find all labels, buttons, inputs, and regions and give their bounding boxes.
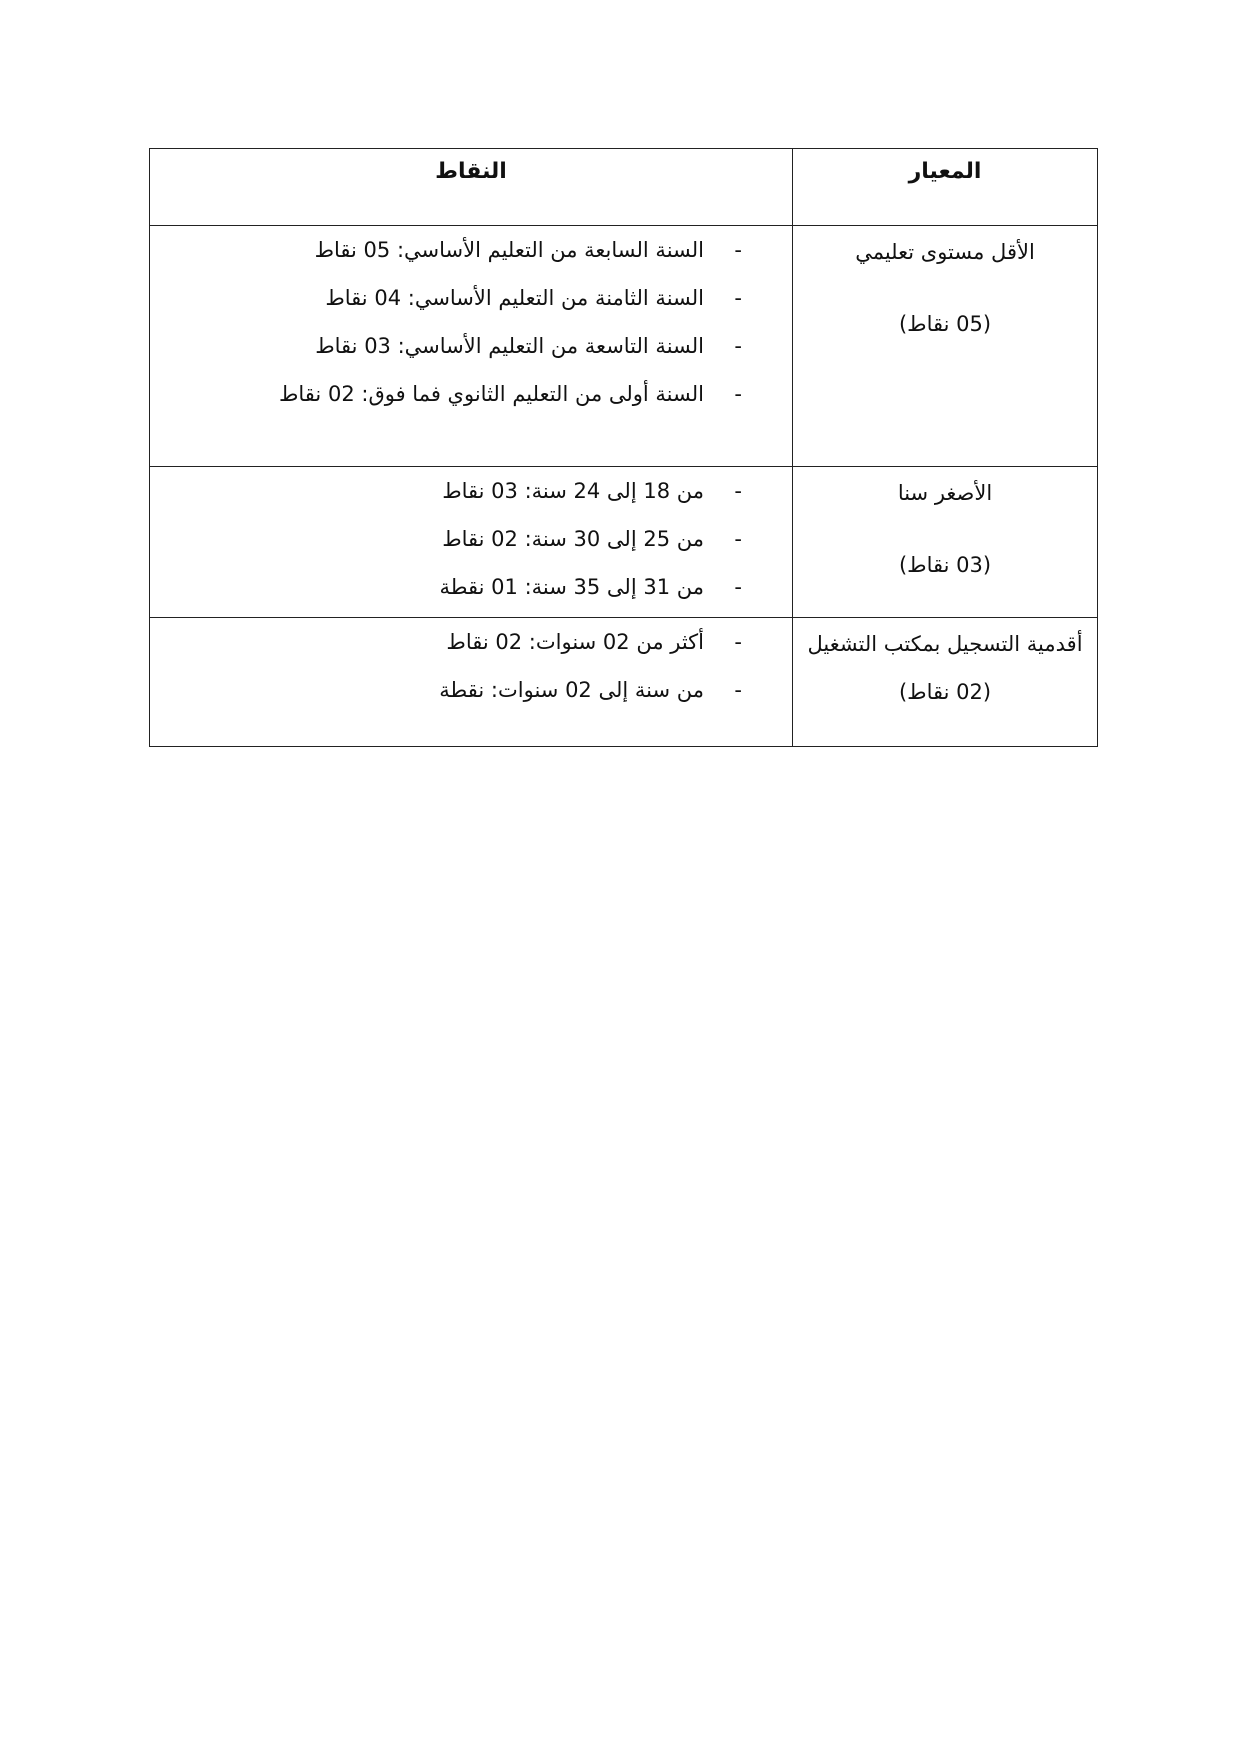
list-item: - أكثر من 02 سنوات: 02 نقاط xyxy=(162,618,704,666)
points-list xyxy=(150,467,792,617)
criteria-table xyxy=(149,148,1098,747)
list-item: - السنة أولى من التعليم الثانوي فما فوق: 02 نقاط xyxy=(162,370,704,418)
list-item: - من 18 إلى 24 سنة: 03 نقاط xyxy=(162,467,704,515)
list-item: - السنة التاسعة من التعليم الأساسي: 03 نقاط xyxy=(162,322,704,370)
points-cell xyxy=(150,226,793,467)
criterion-max-points: (02 نقاط) xyxy=(898,680,992,704)
list-item: - من سنة إلى 02 سنوات: نقطة xyxy=(162,666,704,714)
points-cell xyxy=(150,467,793,618)
criterion-max-points: (03 نقاط) xyxy=(898,553,992,577)
bullet-dash: - xyxy=(734,382,742,406)
bullet-dash: - xyxy=(734,630,742,654)
points-cell xyxy=(150,618,793,747)
list-item: - من 31 إلى 35 سنة: 01 نقطة xyxy=(162,563,704,611)
table-row-education xyxy=(150,226,1098,467)
criterion-cell xyxy=(793,618,1098,747)
points-list xyxy=(150,618,792,720)
bullet-dash: - xyxy=(734,479,742,503)
criterion-max-points: (05 نقاط) xyxy=(898,312,992,336)
criterion-name: الأقل مستوى تعليمي xyxy=(855,240,1035,264)
criterion-cell xyxy=(793,467,1098,618)
bullet-dash: - xyxy=(734,527,742,551)
bullet-dash: - xyxy=(734,286,742,310)
list-item: - السنة السابعة من التعليم الأساسي: 05 نقاط xyxy=(162,226,704,274)
bullet-dash: - xyxy=(734,678,742,702)
table-row-age xyxy=(150,467,1098,618)
list-item: - السنة الثامنة من التعليم الأساسي: 04 نقاط xyxy=(162,274,704,322)
table-header-row xyxy=(150,149,1098,226)
header-criterion: المعيار xyxy=(793,149,1098,226)
bullet-dash: - xyxy=(734,238,742,262)
bullet-dash: - xyxy=(734,334,742,358)
table-row-registration xyxy=(150,618,1098,747)
list-item: - من 25 إلى 30 سنة: 02 نقاط xyxy=(162,515,704,563)
header-points: النقاط xyxy=(150,149,793,226)
bullet-dash: - xyxy=(734,575,742,599)
criterion-name: أقدمية التسجيل بمكتب التشغيل (02 نقاط) xyxy=(807,632,1083,704)
points-list xyxy=(150,226,792,424)
criterion-name: الأصغر سنا xyxy=(897,481,993,505)
criterion-cell xyxy=(793,226,1098,467)
